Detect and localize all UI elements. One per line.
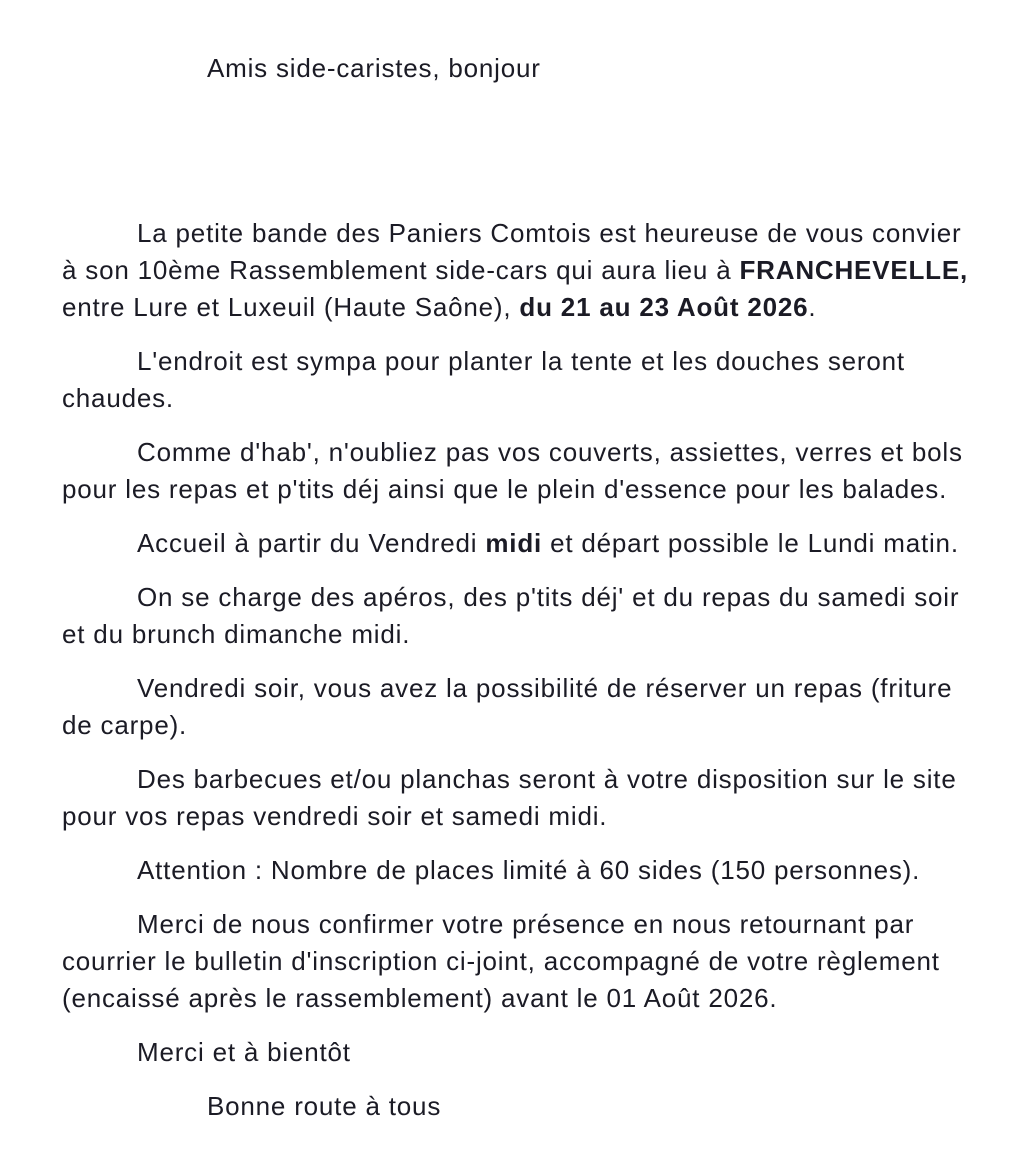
paragraph-barbecues (62, 761, 971, 835)
text-segment: Merci et à bientôt (137, 1037, 351, 1067)
text-segment: et du brunch dimanche midi. (62, 619, 411, 649)
text-segment: La petite bande des Paniers Comtois est heureuse de vous convier (137, 218, 962, 248)
text-segment: Des barbecues et/ou planchas seront à votre disposition sur le site (137, 764, 957, 794)
text-segment: Accueil à partir du Vendredi (137, 528, 486, 558)
paragraph-bring-items (62, 434, 971, 508)
text-segment: Amis side-caristes, bonjour (207, 53, 541, 83)
text-segment: courrier le bulletin d'inscription ci-joint, accompagné de votre règlement (62, 946, 940, 976)
text-line (62, 670, 971, 707)
text-line (62, 943, 971, 980)
text-segment: (encaissé après le rassemblement) avant le 01 Août 2026. (62, 983, 778, 1013)
text-segment: et départ possible le Lundi matin. (542, 528, 959, 558)
paragraph-registration (62, 906, 971, 1017)
text-line (62, 525, 971, 562)
text-line (62, 434, 971, 471)
paragraph-farewell (62, 1088, 971, 1125)
bold-text-segment-midi: midi (485, 528, 543, 558)
text-segment: à son 10ème Rassemblement side-cars qui aura lieu à (62, 255, 740, 285)
text-line (62, 289, 971, 326)
paragraph-meals-provided (62, 579, 971, 653)
text-line (62, 906, 971, 943)
salutation (62, 50, 971, 87)
text-line (62, 798, 971, 835)
text-line (62, 380, 971, 417)
text-line (62, 707, 971, 744)
text-segment: Comme d'hab', n'oubliez pas vos couverts, assiettes, verres et bols (137, 437, 963, 467)
text-line (62, 616, 971, 653)
text-segment: chaudes. (62, 383, 174, 413)
paragraph-capacity-warning (62, 852, 971, 889)
text-segment: Attention : Nombre de places limité à 60 sides (150 personnes). (137, 855, 921, 885)
text-line (62, 50, 971, 87)
text-line (62, 852, 971, 889)
text-line (62, 471, 971, 508)
text-segment: Vendredi soir, vous avez la possibilité de réserver un repas (friture (137, 673, 953, 703)
text-line (62, 1088, 971, 1125)
text-segment: de carpe). (62, 710, 188, 740)
text-segment: pour vos repas vendredi soir et samedi midi. (62, 801, 608, 831)
text-segment: Bonne route à tous (207, 1091, 442, 1121)
text-segment: entre Lure et Luxeuil (Haute Saône), (62, 292, 520, 322)
paragraph-campsite (62, 343, 971, 417)
text-segment: On se charge des apéros, des p'tits déj' et du repas du samedi soir (137, 582, 960, 612)
paragraph-arrival-departure (62, 525, 971, 562)
text-segment: pour les repas et p'tits déj ainsi que le plein d'essence pour les balades. (62, 474, 948, 504)
bold-text-segment-location: FRANCHEVELLE, (739, 255, 969, 285)
text-segment: L'endroit est sympa pour planter la tente et les douches seront (137, 346, 905, 376)
text-line (62, 343, 971, 380)
text-line (62, 579, 971, 616)
text-line (62, 215, 971, 252)
text-line (62, 761, 971, 798)
paragraph-thanks (62, 1034, 971, 1071)
bold-text-segment-dates: du 21 au 23 Août 2026 (519, 292, 809, 322)
paragraph-friday-dinner (62, 670, 971, 744)
text-segment: Merci de nous confirmer votre présence en nous retournant par (137, 909, 915, 939)
text-segment: . (808, 292, 817, 322)
text-line (62, 252, 971, 289)
text-line (62, 1034, 971, 1071)
paragraph-invitation (62, 215, 971, 326)
text-line (62, 980, 971, 1017)
